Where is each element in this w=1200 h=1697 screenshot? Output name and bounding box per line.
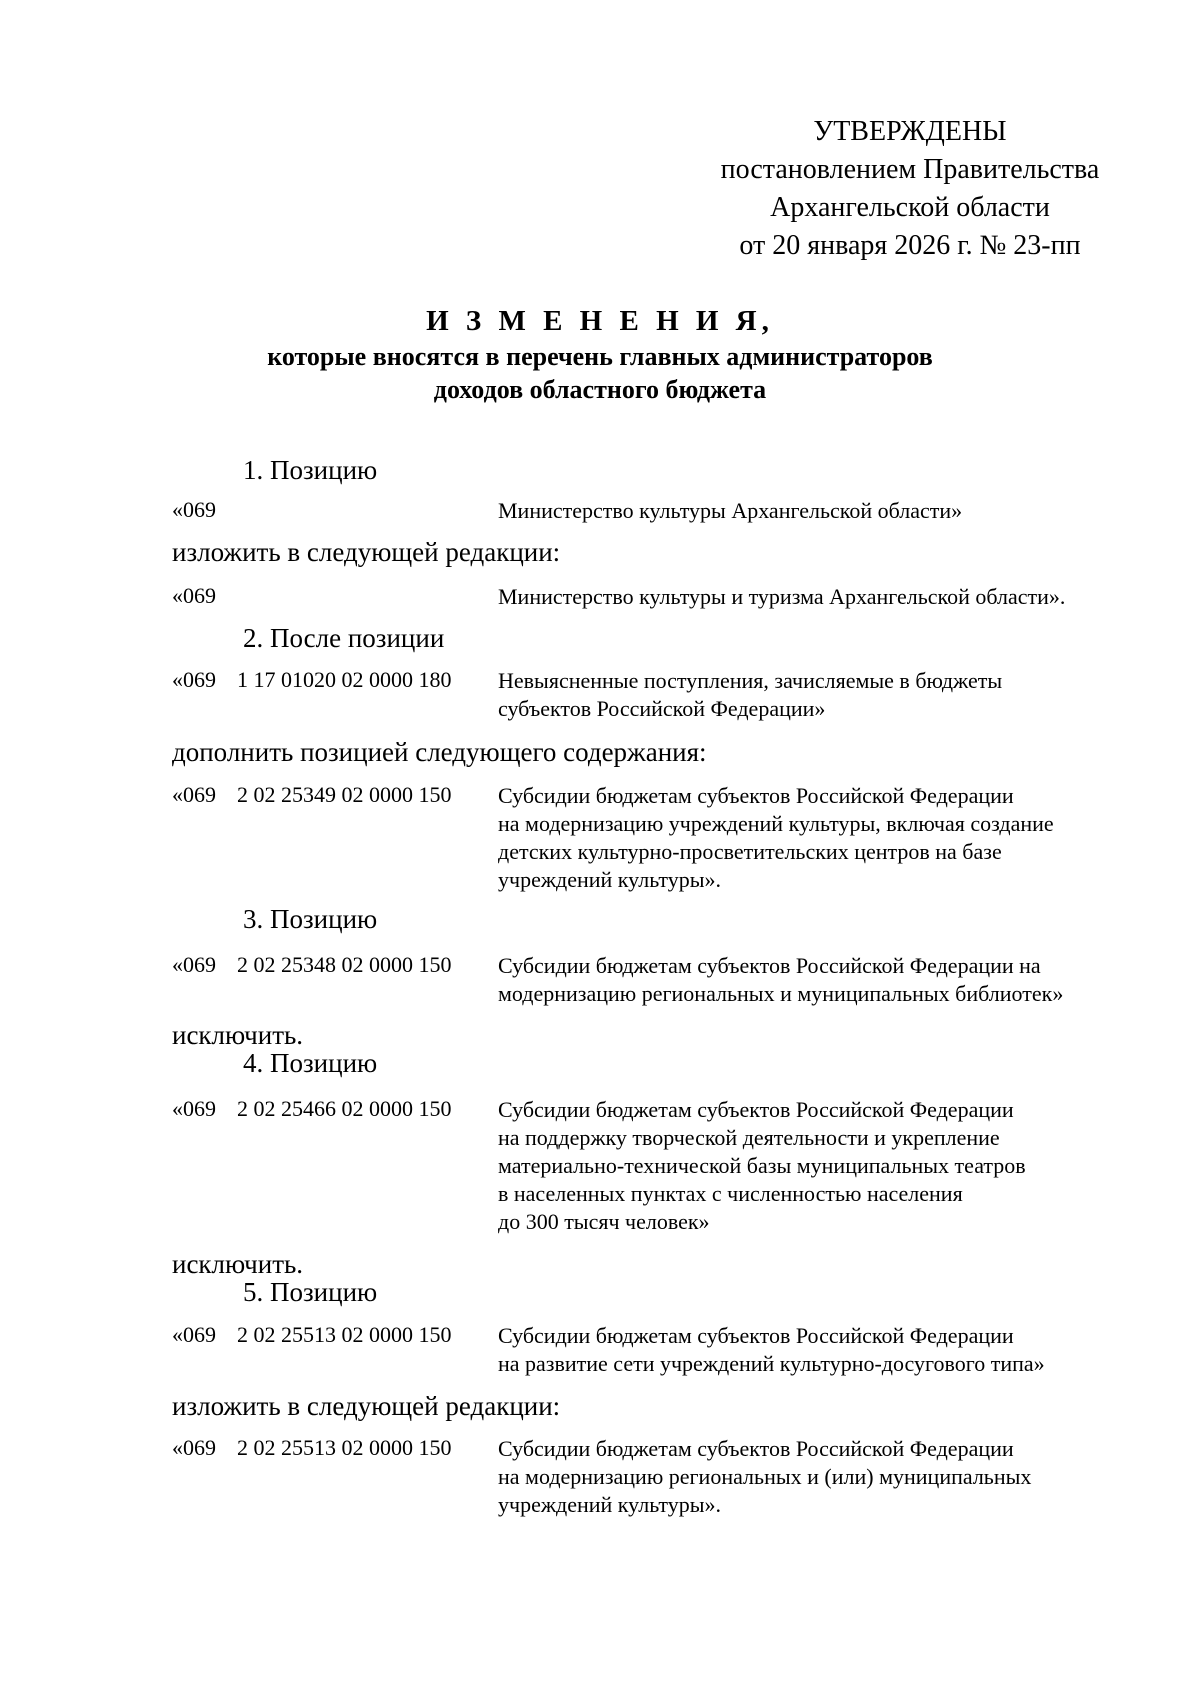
budget-code: 2 02 25513 02 0000 150 <box>237 1435 452 1460</box>
row-prefix: «069 <box>172 667 216 692</box>
instruction-text: изложить в следующей редакции: <box>172 1391 561 1421</box>
description-line: в населенных пунктах с численностью населения <box>498 1181 963 1206</box>
row-description <box>498 1322 1045 1378</box>
description-line: Субсидии бюджетам субъектов Российской Федерации <box>498 1097 1014 1122</box>
description-line: Невыясненные поступления, зачисляемые в бюджеты <box>498 668 1003 693</box>
item-heading: 4. Позицию <box>243 1048 378 1078</box>
item-heading: 3. Позицию <box>243 904 378 934</box>
description-line: материально-технической базы муниципальных театров <box>498 1153 1026 1178</box>
row-prefix: «069 <box>172 952 216 977</box>
row-description <box>498 583 1065 611</box>
budget-code: 2 02 25348 02 0000 150 <box>237 952 452 977</box>
description-line: на развитие сети учреждений культурно-досугового типа» <box>498 1351 1045 1376</box>
row-prefix: «069 <box>172 1435 216 1460</box>
description-line: Министерство культуры Архангельской области» <box>498 498 963 523</box>
budget-code: 2 02 25466 02 0000 150 <box>237 1096 452 1121</box>
row-prefix: «069 <box>172 497 216 522</box>
subtitle-line: которые вносятся в перечень главных администраторов <box>267 342 933 371</box>
document-subtitle <box>0 340 1200 406</box>
document-title: И З М Е Н Е Н И Я, <box>426 305 774 337</box>
approval-date: от 20 января 2026 г. № 23-пп <box>739 230 1081 261</box>
row-description <box>498 1096 1026 1236</box>
approval-stamp <box>690 113 1130 265</box>
instruction-text: изложить в следующей редакции: <box>172 537 561 567</box>
row-description <box>498 667 1002 723</box>
description-line: модернизацию региональных и муниципальных библиотек» <box>498 981 1064 1006</box>
description-line: учреждений культуры». <box>498 1492 721 1517</box>
description-line: на модернизацию региональных и (или) муниципальных <box>498 1464 1032 1489</box>
description-line: учреждений культуры». <box>498 867 721 892</box>
description-line: Субсидии бюджетам субъектов Российской Федерации на <box>498 953 1041 978</box>
description-line: на модернизацию учреждений культуры, включая создание <box>498 811 1054 836</box>
item-heading: 5. Позицию <box>243 1277 378 1307</box>
description-line: до 300 тысяч человек» <box>498 1209 710 1234</box>
approval-line: постановлением Правительства <box>720 154 1100 185</box>
item-heading: 1. Позицию <box>243 455 378 485</box>
instruction-text: дополнить позицией следующего содержания: <box>172 737 707 767</box>
row-prefix: «069 <box>172 583 216 608</box>
item-heading: 2. После позиции <box>243 623 445 653</box>
approval-title: УТВЕРЖДЕНЫ <box>813 116 1007 147</box>
row-description <box>498 497 962 525</box>
row-prefix: «069 <box>172 782 216 807</box>
description-line: субъектов Российской Федерации» <box>498 696 826 721</box>
row-prefix: «069 <box>172 1096 216 1121</box>
subtitle-line: доходов областного бюджета <box>433 375 767 404</box>
row-description <box>498 782 1054 894</box>
approval-line: Архангельской области <box>770 192 1050 223</box>
row-prefix: «069 <box>172 1322 216 1347</box>
description-line: Субсидии бюджетам субъектов Российской Федерации <box>498 1436 1014 1461</box>
instruction-text: исключить. <box>172 1249 304 1279</box>
description-line: Субсидии бюджетам субъектов Российской Федерации <box>498 783 1014 808</box>
budget-code: 1 17 01020 02 0000 180 <box>237 667 452 692</box>
description-line: Министерство культуры и туризма Архангельской области». <box>498 584 1066 609</box>
row-description <box>498 1435 1031 1519</box>
instruction-text: исключить. <box>172 1020 304 1050</box>
description-line: Субсидии бюджетам субъектов Российской Федерации <box>498 1323 1014 1348</box>
row-description <box>498 952 1063 1008</box>
budget-code: 2 02 25513 02 0000 150 <box>237 1322 452 1347</box>
budget-code: 2 02 25349 02 0000 150 <box>237 782 452 807</box>
description-line: детских культурно-просветительских центров на базе <box>498 839 1002 864</box>
description-line: на поддержку творческой деятельности и укрепление <box>498 1125 1000 1150</box>
